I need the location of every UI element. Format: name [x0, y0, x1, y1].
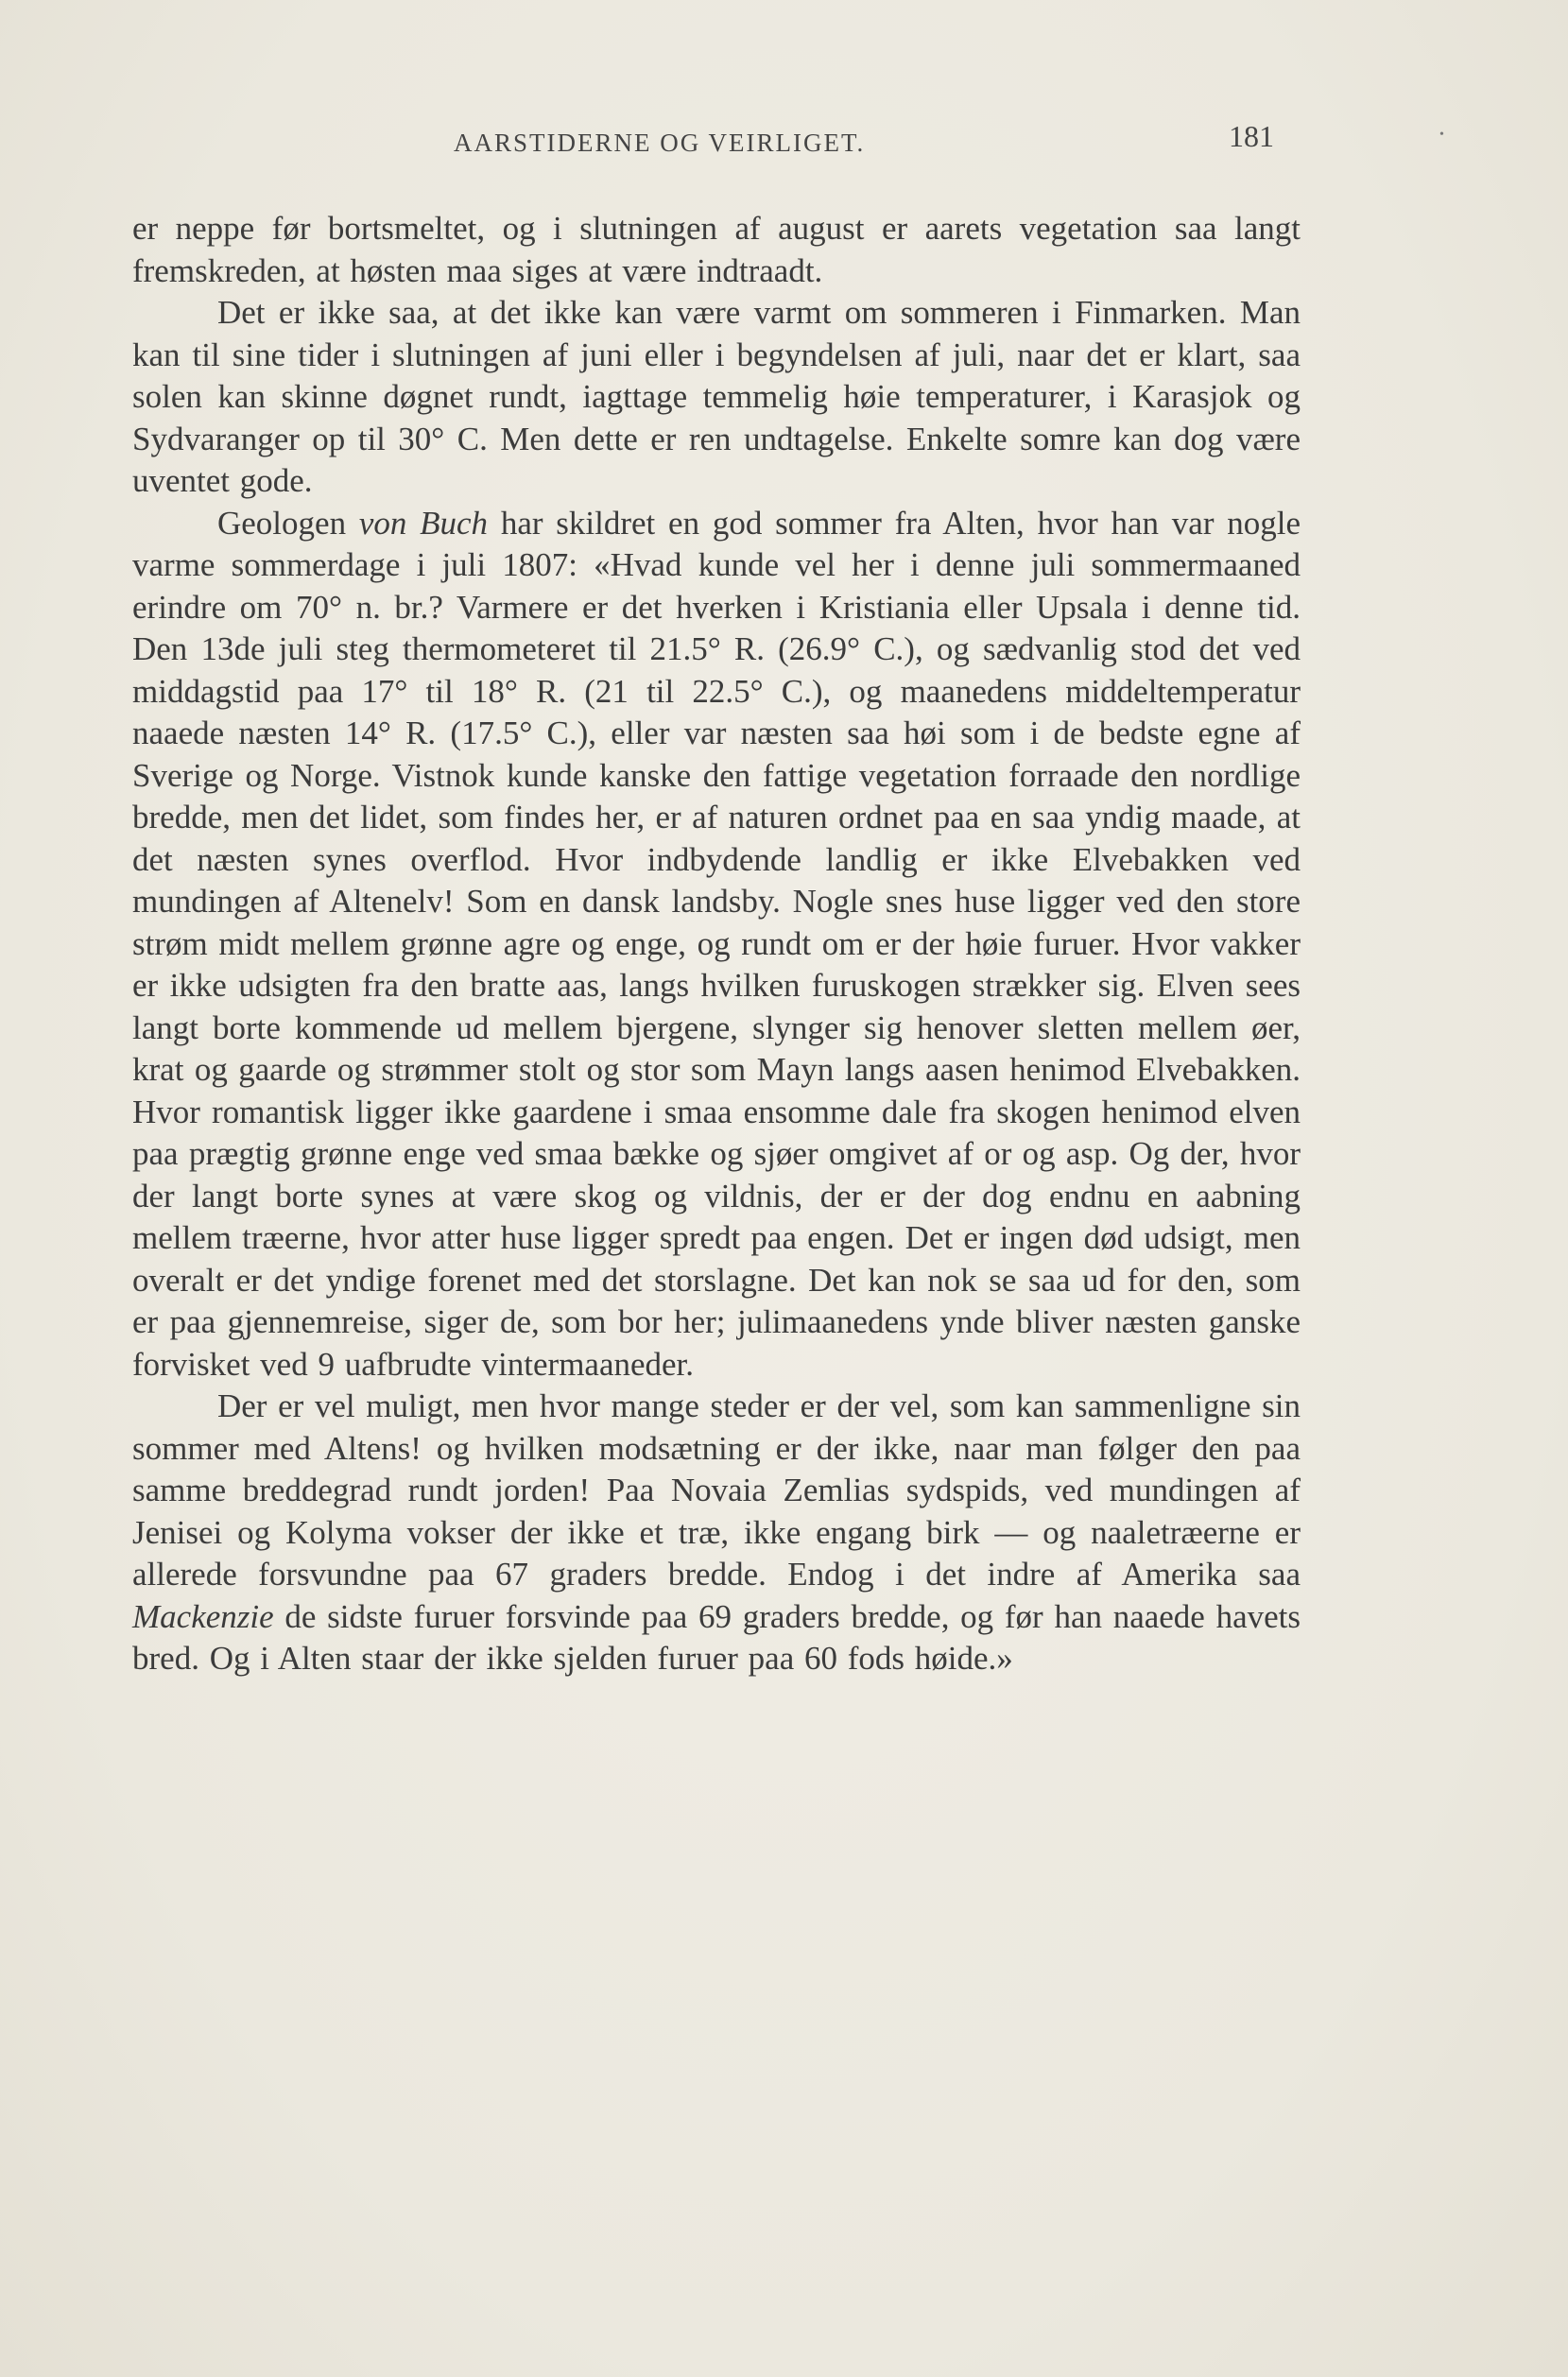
text-run: Det er ikke saa, at det ikke kan være varmt om sommeren i Finmarken. Man kan til sine tider i slutningen af juni eller i begyndelsen af juli, naar det er klart, saa solen kan skinne døgnet rundt, iagttage temmelig høie temperaturer, i Karasjok og Sydvaranger op til 30° C. Men dette er ren undtagelse. Enkelte somre kan dog være uventet gode. — [132, 294, 1301, 499]
margin-mark: • — [1439, 128, 1444, 142]
page-number: 181 — [1229, 119, 1274, 153]
paragraph — [132, 292, 1301, 503]
body-text — [132, 208, 1301, 1680]
page-header — [132, 119, 1304, 166]
italic-name-von-buch: von Buch — [358, 504, 489, 542]
text-run: Geologen — [217, 504, 359, 542]
text-run: de sidste furuer forsvinde paa 69 graders bredde, og før han naaede havets bred. Og i Alten staar der ikke sjelden furuer paa 60 fods høide.» — [132, 1597, 1301, 1677]
paragraph — [132, 1386, 1301, 1680]
italic-name-mackenzie: Mackenzie — [132, 1597, 274, 1635]
text-run: Der er vel muligt, men hvor mange steder er der vel, som kan sammenligne sin sommer med Altens! og hvilken modsætning er der ikke, naar man følger den paa samme breddegrad rundt jorden! Paa Novaia Zemlias sydspids, ved mundingen af Jenisei og Kolyma vokser der ikke et træ, ikke engang birk — og naaletræerne er allerede forsvundne paa 67 graders bredde. Endog i det indre af Amerika saa — [132, 1387, 1301, 1593]
paragraph — [132, 208, 1301, 292]
text-run: er neppe før bortsmeltet, og i slutningen af august er aarets vegetation saa langt fremskreden, at høsten maa siges at være indtraadt. — [132, 210, 1301, 289]
running-title: AARSTIDERNE OG VEIRLIGET. — [454, 129, 866, 157]
paragraph — [132, 503, 1301, 1387]
text-run: har skildret en god sommer fra Alten, hvor han var nogle varme sommerdage i juli 1807: «Hvad kunde vel her i denne juli sommermaaned erindre om 70° n. br.? Varmere er det hverken i Kristiania eller Upsala i denne tid. Den 13de juli steg thermometeret til 21.5° R. (26.9° C.), og sædvanlig stod det ved middagstid paa 17° til 18° R. (21 til 22.5° C.), og maanedens middeltemperatur naaede næsten 14° R. (17.5° C.), eller var næsten saa høi som i de bedste egne af Sverige og Norge. Vistnok kunde kanske den fattige vegetation forraade den nordlige bredde, men det lidet, som findes her, er af naturen ordnet paa en saa yndig maade, at det næsten synes overflod. Hvor indbydende landlig er ikke Elvebakken ved mundingen af Altenelv! Som en dansk landsby. Nogle snes huse ligger ved den store strøm midt mellem grønne agre og enge, og rundt om er der høie furuer. Hvor vakker er ikke udsigten fra den bratte aas, langs hvilken furuskogen strækker sig. Elven sees langt borte kommende ud mellem bjergene, slynger sig henover sletten mellem øer, krat og gaarde og strømmer stolt og stor som Mayn langs aasen henimod Elvebakken. Hvor romantisk ligger ikke gaardene i smaa ensomme dale fra skogen henimod elven paa prægtig grønne enge ved smaa bække og sjøer omgivet af or og asp. Og der, hvor der langt borte synes at være skog og vildnis, der er der dog endnu en aabning mellem træerne, hvor atter huse ligger spredt paa engen. Det er ingen død udsigt, men overalt er det yndige forenet med det storslagne. Det kan nok se saa ud for den, som er paa gjennemreise, siger de, som bor her; julimaanedens ynde bliver næsten ganske forvisket ved 9 uafbrudte vintermaaneder. — [132, 504, 1301, 1383]
